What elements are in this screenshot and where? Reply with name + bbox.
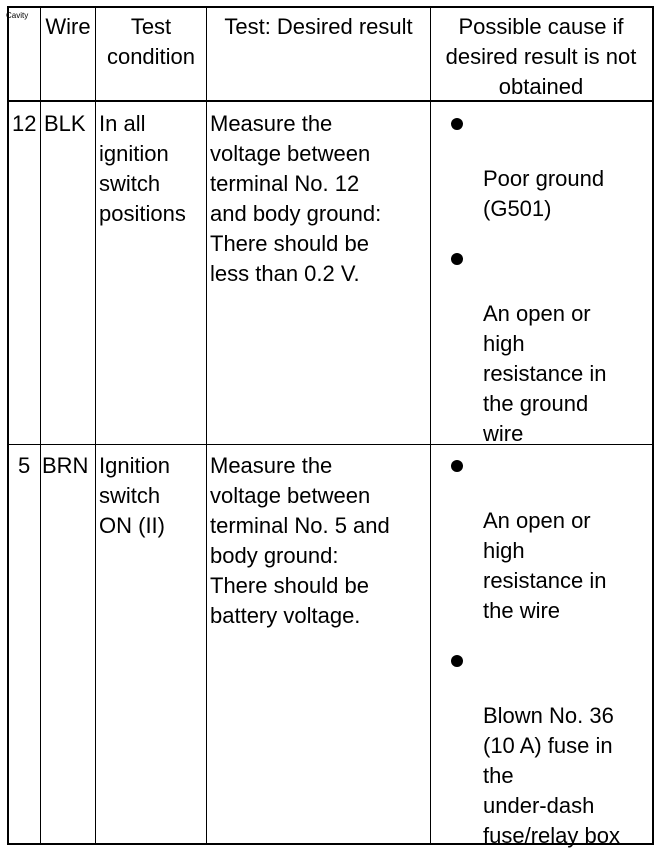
header-cavity: Cavity bbox=[6, 11, 29, 20]
row-wire: BLK bbox=[44, 111, 86, 136]
bullet-icon bbox=[451, 118, 463, 130]
header-test-condition: Test condition bbox=[106, 14, 196, 69]
row-condition: Ignition switch ON (II) bbox=[99, 453, 170, 538]
connector-test-table bbox=[6, 6, 654, 848]
header-wire: Wire bbox=[45, 14, 91, 39]
row-wire: BRN bbox=[42, 453, 89, 478]
row-cause: Blown No. 36 (10 A) fuse in the under-dash fuse/relay box bbox=[483, 703, 620, 848]
row-desired-result: Measure the voltage between terminal No. 12 and body ground: There should be less than 0.2 V. bbox=[210, 111, 382, 286]
bullet-icon bbox=[451, 655, 463, 667]
row-condition: In all ignition switch positions bbox=[99, 111, 186, 226]
row-desired-result: Measure the voltage between terminal No. 5 and body ground: There should be battery voltage. bbox=[210, 453, 390, 628]
row-cavity: 5 bbox=[18, 453, 31, 478]
header-desired-result: Test: Desired result bbox=[224, 14, 413, 39]
row-cause: Poor ground (G501) bbox=[483, 166, 605, 221]
column-divider bbox=[95, 8, 96, 843]
row-cause: An open or high resistance in the ground wire bbox=[483, 301, 607, 446]
bullet-icon bbox=[451, 253, 463, 265]
row-cavity: 12 bbox=[12, 111, 37, 136]
column-divider bbox=[430, 8, 431, 843]
column-divider bbox=[206, 8, 207, 843]
bullet-icon bbox=[451, 460, 463, 472]
row-cause: An open or high resistance in the wire bbox=[483, 508, 607, 623]
header-possible-cause: Possible cause if desired result is not obtained bbox=[445, 14, 637, 99]
column-divider bbox=[40, 8, 41, 843]
